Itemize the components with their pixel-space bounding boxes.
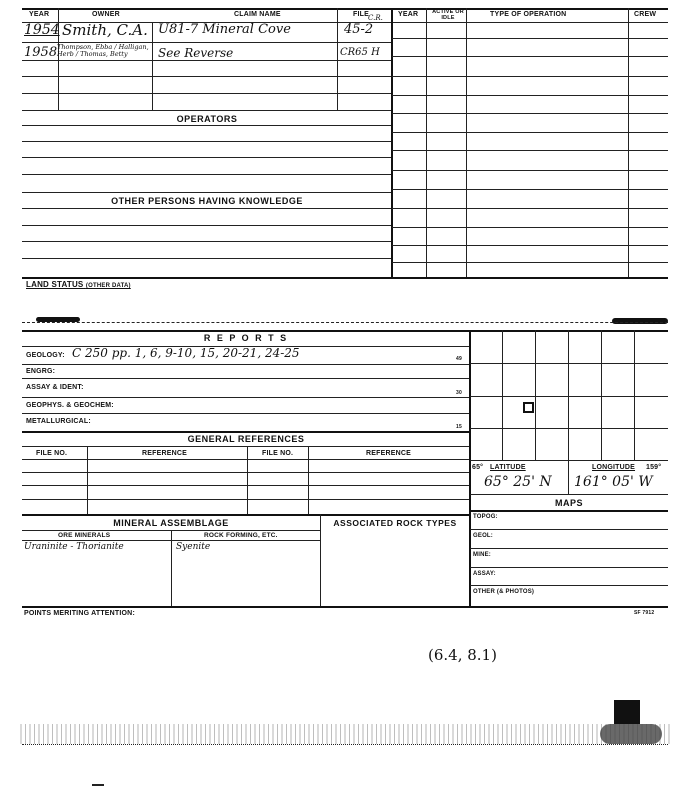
row2-claim-name: See Reverse — [158, 46, 234, 60]
geophys-label: GEOPHYS. & GEOCHEM: — [26, 402, 114, 409]
ore-minerals-value: Uraninite - Thorianite — [24, 542, 124, 552]
header-claim-name: CLAIM NAME — [234, 11, 281, 18]
location-marker-icon — [523, 402, 534, 413]
rock-forming-value: Syenite — [176, 542, 211, 552]
points-meriting-label: POINTS MERITING ATTENTION: — [24, 610, 135, 617]
metallurgical-num: 15 — [456, 424, 462, 430]
reports-title: R E P O R T S — [203, 333, 289, 343]
operators-label: OPERATORS — [176, 114, 238, 124]
gr-header-reference-1: REFERENCE — [142, 450, 187, 457]
maps-mine-label: MINE: — [473, 552, 491, 558]
row2-file: CR65 H — [340, 47, 380, 58]
longitude-label: LONGITUDE — [592, 464, 636, 471]
metallurgical-label: METALLURGICAL: — [26, 418, 91, 425]
mineral-assemblage-title: MINERAL ASSEMBLAGE — [113, 518, 229, 528]
longitude-value: 161° 05' W — [574, 474, 653, 490]
header-year: YEAR — [29, 11, 50, 18]
lat-prefix: 65° — [472, 464, 484, 471]
land-status-label: LAND STATUS (OTHER DATA) — [26, 280, 131, 289]
row2-year: 1958 — [24, 45, 58, 60]
maps-title: MAPS — [554, 498, 583, 508]
row1-year: 1954 — [24, 22, 60, 38]
geology-value: C 250 pp. 1, 6, 9-10, 15, 20-21, 24-25 — [72, 346, 300, 360]
ops-header-crew: CREW — [634, 11, 657, 18]
maps-assay-label: ASSAY: — [473, 571, 496, 577]
ops-header-type: TYPE OF OPERATION — [490, 11, 567, 18]
geology-num: 49 — [456, 356, 462, 362]
gr-header-file-no-2: FILE NO. — [262, 450, 294, 457]
scan-smudge — [600, 724, 662, 744]
maps-geol-label: GEOL: — [473, 533, 493, 539]
assay-num: 30 — [456, 390, 462, 396]
scan-mark — [92, 784, 104, 786]
coordinates-note: (6.4, 8.1) — [428, 646, 497, 664]
row1-file-note: C.R. — [368, 14, 383, 22]
ore-minerals-label: ORE MINERALS — [58, 532, 111, 539]
ops-header-active-idle: ACTIVE OR IDLE — [432, 9, 464, 21]
header-owner: OWNER — [92, 11, 120, 18]
ops-header-year: YEAR — [398, 11, 419, 18]
lon-suffix: 159° — [646, 464, 662, 471]
row1-claim-name: U81-7 Mineral Cove — [158, 22, 291, 37]
rock-forming-label: ROCK FORMING, ETC. — [204, 532, 278, 539]
form-number: SF 7912 — [634, 610, 655, 616]
associated-rock-types-title: ASSOCIATED ROCK TYPES — [333, 518, 457, 528]
scan-black-square — [614, 700, 640, 724]
latitude-value: 65° 25' N — [484, 474, 552, 490]
gr-header-file-no-1: FILE NO. — [36, 450, 68, 457]
other-persons-label: OTHER PERSONS HAVING KNOWLEDGE — [111, 196, 303, 206]
maps-topog-label: TOPOG: — [473, 514, 498, 520]
engrg-label: ENGRG: — [26, 368, 56, 375]
ink-smudge-right — [612, 318, 668, 324]
general-references-title: GENERAL REFERENCES — [187, 434, 305, 444]
latitude-label: LATITUDE — [490, 464, 526, 471]
gr-header-reference-2: REFERENCE — [366, 450, 411, 457]
header-file: FILE — [353, 11, 369, 18]
row1-file: 45-2 — [344, 22, 374, 37]
scan-noise-band — [20, 724, 670, 744]
assay-ident-label: ASSAY & IDENT: — [26, 384, 84, 391]
row2-owner: Thompson, Ebba / Halligan, Herb / Thomas, Betty — [57, 43, 149, 58]
maps-other-label: OTHER (& PHOTOS) — [473, 589, 535, 595]
row1-owner: Smith, C.A. — [62, 21, 148, 39]
geology-label: GEOLOGY: — [26, 352, 65, 359]
